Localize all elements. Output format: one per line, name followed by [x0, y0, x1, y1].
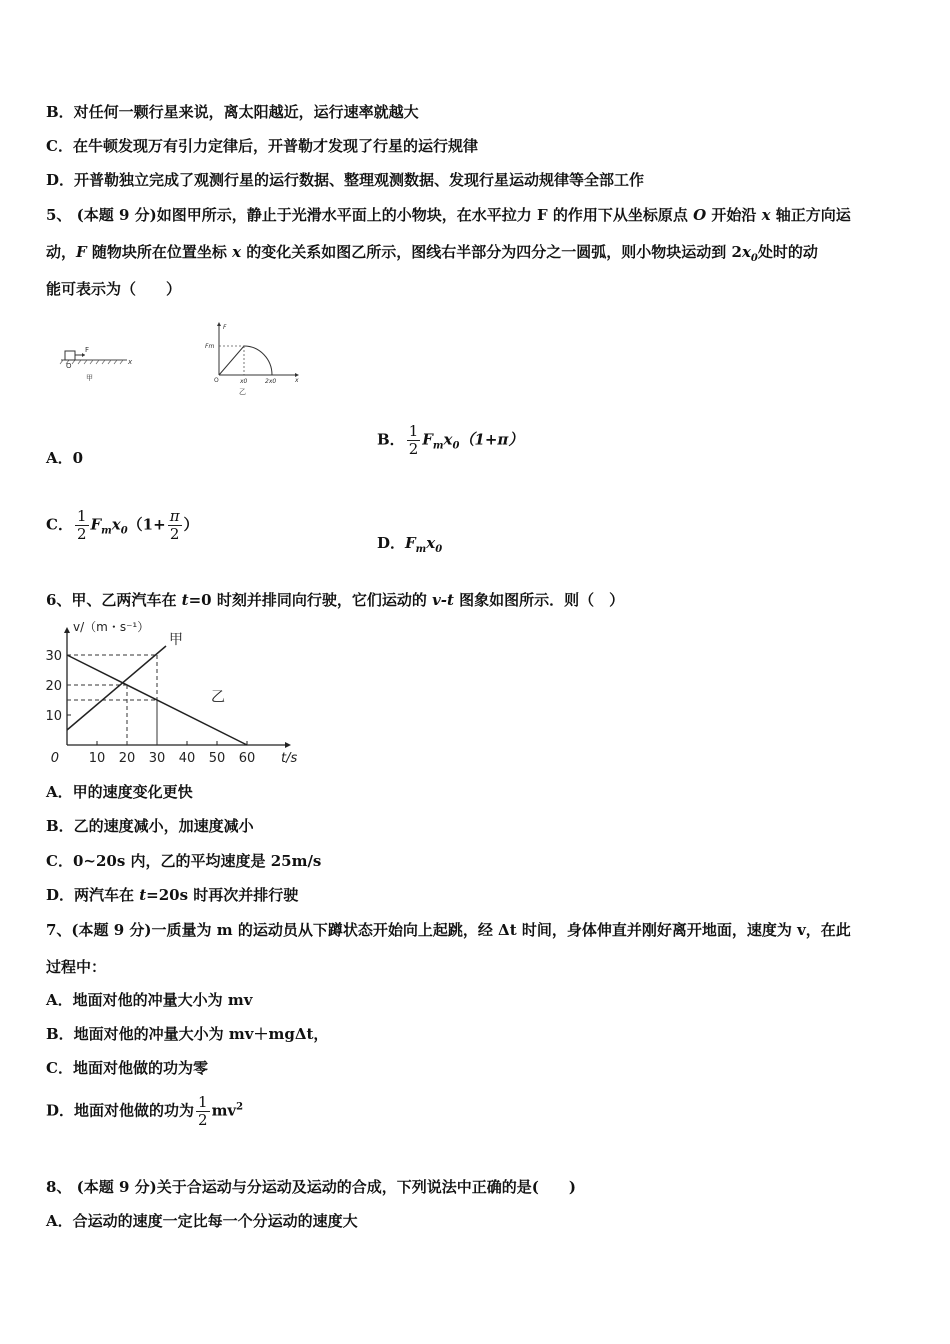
fig-yi-x-label: x	[295, 377, 299, 384]
fig-yi-f-label: F	[223, 324, 227, 331]
fig-yi-x0-label: x0	[240, 378, 248, 385]
q7-option-d: D．地面对他做的功为 $\frac{1}{2}$ $mv^2$	[46, 1093, 244, 1129]
x-axis-label: t/s	[281, 751, 298, 766]
fig-yi-o-label: O	[214, 377, 219, 384]
q5-option-b: B． $\frac{1}{2}$ $F_mx_0(1+\pi)$	[377, 422, 524, 458]
fig-yi-fm-label: Fm	[205, 343, 215, 350]
q7-option-a: A．地面对他的冲量大小为 mv	[46, 991, 253, 1009]
fig-jia-caption: 甲	[86, 374, 93, 382]
series-label-jia: 甲	[169, 632, 183, 648]
q6-option-b: B．乙的速度减小，加速度减小	[46, 817, 254, 835]
q4-option-d: D．开普勒独立完成了观测行星的运行数据、整理观测数据、发现行星运动规律等全部工作	[46, 171, 645, 189]
q5-option-c: C． $\frac{1}{2}$ $F_mx_0(1+$ $\frac{\pi}{2}$ ）	[46, 507, 199, 543]
q5-stem-line1: 5、 (本题 9 分)如图甲所示，静止于光滑水平面上的小物块，在水平拉力 F 的作用下从坐标原点 O 开始沿 x 轴正方向运	[46, 206, 851, 224]
q5-stem-line2: 动，F 随物块所在位置坐标 x 的变化关系如图乙所示，图线右半部分为四分之一圆弧，则小物块运动到 $2x_0$处时的动	[46, 243, 818, 264]
x-tick-label: 50	[208, 751, 226, 766]
q5-stem-line3: 能可表示为（ ）	[46, 280, 182, 298]
series-label-yi: 乙	[211, 689, 225, 706]
q5-option-d: D．$F_mx_0$	[377, 534, 443, 555]
q8-stem: 8、 (本题 9 分)关于合运动与分运动及运动的合成，下列说法中正确的是( )	[46, 1178, 576, 1196]
q7-option-b: B．地面对他的冲量大小为 mv＋mgΔt，	[46, 1025, 329, 1043]
x-axis-arrow	[285, 742, 291, 748]
y-tick-label: 20	[45, 679, 62, 694]
q7-stem-line2: 过程中：	[46, 958, 107, 976]
y-tick-label: 10	[45, 709, 62, 724]
block-icon	[65, 351, 75, 360]
fraction-pi-half: $\frac{\pi}{2}$	[169, 507, 180, 543]
fig-yi-caption: 乙	[239, 388, 246, 396]
q4-option-c: C．在牛顿发现万有引力定律后，开普勒才发现了行星的运行规律	[46, 137, 478, 155]
fraction-one-half: $\frac{1}{2}$	[198, 1093, 208, 1129]
fraction-one-half: $\frac{1}{2}$	[408, 422, 419, 458]
y-axis-label: v/（m・s⁻¹）	[73, 620, 150, 634]
y-tick-label: 30	[45, 649, 62, 664]
fig-jia-o-label: O	[66, 362, 72, 370]
x-tick-label: 60	[238, 751, 256, 766]
q6-stem: 6、甲、乙两汽车在 t=0 时刻并排同向行驶，它们运动的 v-t 图象如图所示．则（ ）	[46, 591, 625, 609]
q5-figure-jia	[55, 338, 145, 383]
fig-yi-2x0-label: 2x0	[265, 378, 277, 385]
y-axis-arrow	[64, 627, 70, 633]
q5-figure-yi	[203, 320, 303, 398]
q8-option-a: A．合运动的速度一定比每一个分运动的速度大	[46, 1212, 358, 1230]
series-line-jia	[67, 646, 166, 730]
q4-option-b: B．对任何一颗行星来说，离太阳越近，运行速率就越大	[46, 103, 419, 121]
x-tick-label: 10	[88, 751, 106, 766]
origin-label: 0	[50, 751, 59, 766]
x-tick-label: 40	[178, 751, 196, 766]
fig-jia-f-label: F	[85, 346, 90, 354]
q6-vt-chart	[40, 615, 310, 775]
q5-option-a: A．0	[46, 449, 84, 467]
fig-jia-x-label: x	[128, 358, 133, 366]
q6-option-c: C．0~20s 内，乙的平均速度是 25m/s	[46, 852, 322, 870]
q7-stem-line1: 7、(本题 9 分)一质量为 m 的运动员从下蹲状态开始向上起跳，经 Δt 时间，身体伸直并刚好离开地面，速度为 v，在此	[46, 921, 851, 939]
x-tick-label: 20	[118, 751, 136, 766]
q6-option-d: D．两汽车在 t=20s 时再次并排行驶	[46, 886, 299, 904]
x-tick-label: 30	[148, 751, 166, 766]
q7-option-c: C．地面对他做的功为零	[46, 1059, 208, 1077]
q6-option-a: A．甲的速度变化更快	[46, 783, 193, 801]
fraction-one-half: $\frac{1}{2}$	[76, 507, 87, 543]
